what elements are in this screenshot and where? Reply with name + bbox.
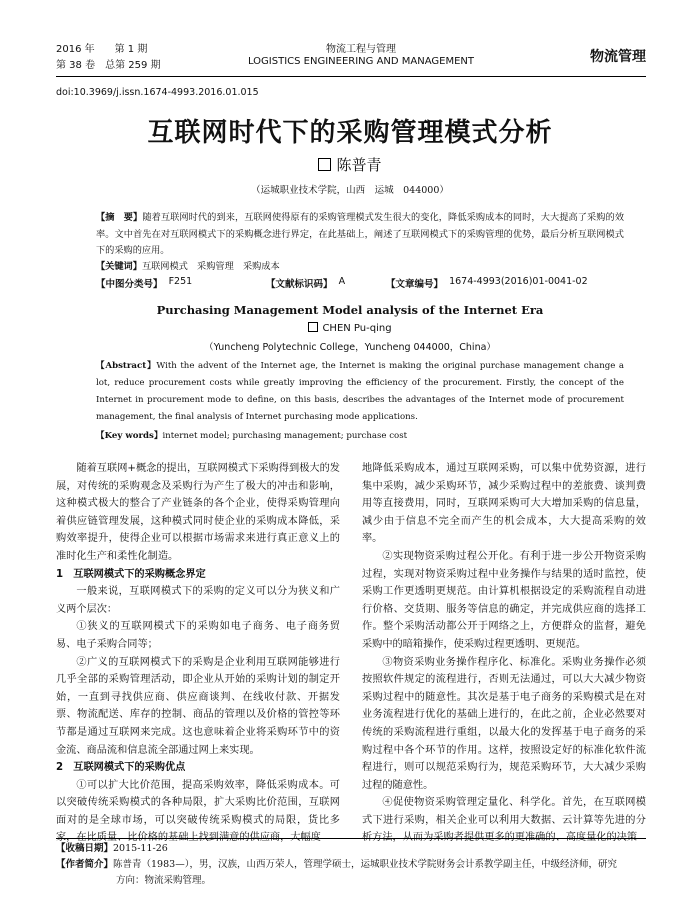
received-value: 2015-11-26 xyxy=(113,843,168,854)
bio-label: 【作者简介】 xyxy=(56,859,114,870)
doc-value: A xyxy=(338,276,346,287)
english-keywords-label: 【Key words】 xyxy=(96,431,163,441)
issue-line-1: 2016 年 第 1 期 xyxy=(56,44,148,55)
article-title: 互联网时代下的采购管理模式分析 xyxy=(147,118,553,148)
author-name: 陈普青 xyxy=(336,156,382,174)
paragraph: ②实现物资采购过程公开化。有利于进一步公开物资采购过程，实现对物资采购过程中业务操作与结果的适时监控，使采购工作更透明更规范。由计算机根据设定的采购流程自动进行价格、交货期、服务等信息的确定，并完成供应商的选择工作。整个采购活动都公开于网络之上，方便群众的监督，避免采购中的暗箱操作，使采购过程更透明、更规范。 xyxy=(362,550,646,650)
english-abstract-text: With the advent of the Internet age, the Internet is making the original purchase management change a lot, reduce procurement costs while greatly improving the efficiency of the procurement. Firstly, the concept of the Internet in procurement mode to define, on this basis, describes the advantages of the Internet mode of procurement management, the final analysis of Internet purchasing mode applications. xyxy=(96,361,624,422)
square-icon xyxy=(318,158,331,171)
bio-line-2: 方向：物流采购管理。 xyxy=(116,875,212,886)
abstract-cn-label: 【摘 要】 xyxy=(96,212,143,223)
abstract-cn-text: 随着互联网时代的到来，互联网使得原有的采购管理模式发生很大的变化，降低采购成本的同时，大大提高了采购的效率。文中首先在对互联网模式下的采购概念进行界定，在此基础上，阐述了互联网模式下的采购管理的优势，最后分析互联网模式下的采购的应用。 xyxy=(96,212,625,256)
id-label: 【文章编号】 xyxy=(386,279,444,290)
issue-line-2: 第 38 卷 总第 259 期 xyxy=(56,60,161,71)
doi: doi:10.3969/j.issn.1674-4993.2016.01.015 xyxy=(56,87,259,98)
footnote-rule xyxy=(56,838,646,839)
bio-line-1: 陈普青（1983—），男，汉族，山西万荣人，管理学硕士，运城职业技术学院财务会计系教学副主任，中级经济师，研究 xyxy=(113,859,617,870)
footnote xyxy=(56,841,646,889)
square-icon xyxy=(308,322,318,332)
paragraph: ④促使物资采购管理定量化、科学化。首先，在互联网模式下进行采购，相关企业可以利用大数据、云计算等先进的分析方法，从而为采购者提供更多的更准确的、高度量化的决策 xyxy=(362,797,646,844)
english-author xyxy=(0,322,700,334)
keywords-cn-label: 【关键词】 xyxy=(96,261,142,272)
received-label: 【收稿日期】 xyxy=(56,843,114,854)
received-date xyxy=(56,841,646,857)
paragraph: 地降低采购成本，通过互联网采购，可以集中优势资源，进行集中采购，减少采购环节，减少采购过程中的差旅费、谈判费用等直接费用，同时，互联网采购可大大增加采购的信息量，减少由于信息不完全而产生的机会成本，大大提高采购的效率。 xyxy=(362,463,646,545)
paragraph: ①可以扩大比价范围，提高采购效率，降低采购成本。可以突破传统采购模式的各种局限，扩大采购比价范围，互联网面对的是全球市场，可以突破传统采购模式的局限，货比多家，在比质量、比价格的基础上找到满意的供应商，大幅度 xyxy=(56,779,340,844)
id-value: 1674-4993(2016)01-0041-02 xyxy=(449,276,588,287)
section-label: 物流管理 xyxy=(590,49,646,65)
journal-name-en: LOGISTICS ENGINEERING AND MANAGEMENT xyxy=(247,56,475,67)
header-rule xyxy=(56,76,646,77)
clc-label: 【中图分类号】 xyxy=(96,279,163,290)
author xyxy=(0,154,700,175)
english-title: Purchasing Management Model analysis of the Internet Era xyxy=(156,303,544,317)
journal-name-cn: 物流工程与管理 xyxy=(326,44,396,55)
journal-header xyxy=(56,34,646,74)
english-abstract-label: 【Abstract】 xyxy=(96,361,157,371)
body-column-right xyxy=(362,460,646,847)
paragraph: 一般来说，互联网模式下的采购的定义可以分为狭义和广义两个层次： xyxy=(56,586,340,615)
english-keywords xyxy=(96,429,624,441)
paragraph: 随着互联网+概念的提出，互联网模式下采购得到极大的发展，对传统的采购观念及采购行为产生了极大的冲击和影响，这种模式极大的整合了产业链条的各个企业，使得采购管理向着供应链管理发展，这种模式同时使企业的采购成本降低，采购效率提升，使得企业可以根据市场需求来进行真正意义上的准时化生产和柔性化制造。 xyxy=(56,463,340,562)
english-abstract xyxy=(96,358,624,426)
paragraph: ③物资采购业务操作程序化、标准化。采购业务操作必须按照软件规定的流程进行，否则无法通过，可以大大减少物资采购过程中的随意性。其次是基于电子商务的采购模式是在对业务流程进行优化的基础上进行的，在此之前，企业必然要对传统的采购流程进行重组，以最大化的发挥基于电子商务的采购过程中各个环节的作用。这样，按照设定好的标准化软件流程进行，则可以规范采购行为，规范采购环节，大大减少采购过程的随意性。 xyxy=(362,656,646,791)
paragraph: ①狭义的互联网模式下的采购如电子商务、电子商务贸易、电子采购合同等； xyxy=(56,621,340,650)
keywords-cn-text: 互联网模式 采购管理 采购成本 xyxy=(141,261,280,272)
paragraph: ②广义的互联网模式下的采购是企业利用互联网能够进行几乎全部的采购管理活动，即企业从开始的采购计划的制定开始，一直到寻找供应商、供应商谈判、在线收付款、开据发票、物流配送、库存的控制、商品的管理以及价格的管控等环节都是通过互联网来完成。这也意味着企业将采购环节中的资金流、商品流和信息流全部通过网上来实现。 xyxy=(56,656,340,756)
abstract-cn xyxy=(96,210,624,260)
author-bio xyxy=(56,857,646,873)
doc-label: 【文献标识码】 xyxy=(266,279,333,290)
section-heading-1: 1 互联网模式下的采购概念界定 xyxy=(56,568,206,580)
english-keywords-text: internet model; purchasing management; purchase cost xyxy=(162,431,408,441)
english-affiliation: （Yuncheng Polytechnic College，Yuncheng 044000，China） xyxy=(204,342,496,353)
keywords-cn xyxy=(96,259,624,276)
body-column-left xyxy=(56,460,340,847)
affiliation: （运城职业技术学院，山西 运城 044000） xyxy=(251,185,449,196)
clc-value: F251 xyxy=(168,276,193,287)
section-heading-2: 2 互联网模式下的采购优点 xyxy=(56,762,186,774)
english-author-name: CHEN Pu-qing xyxy=(322,323,392,334)
